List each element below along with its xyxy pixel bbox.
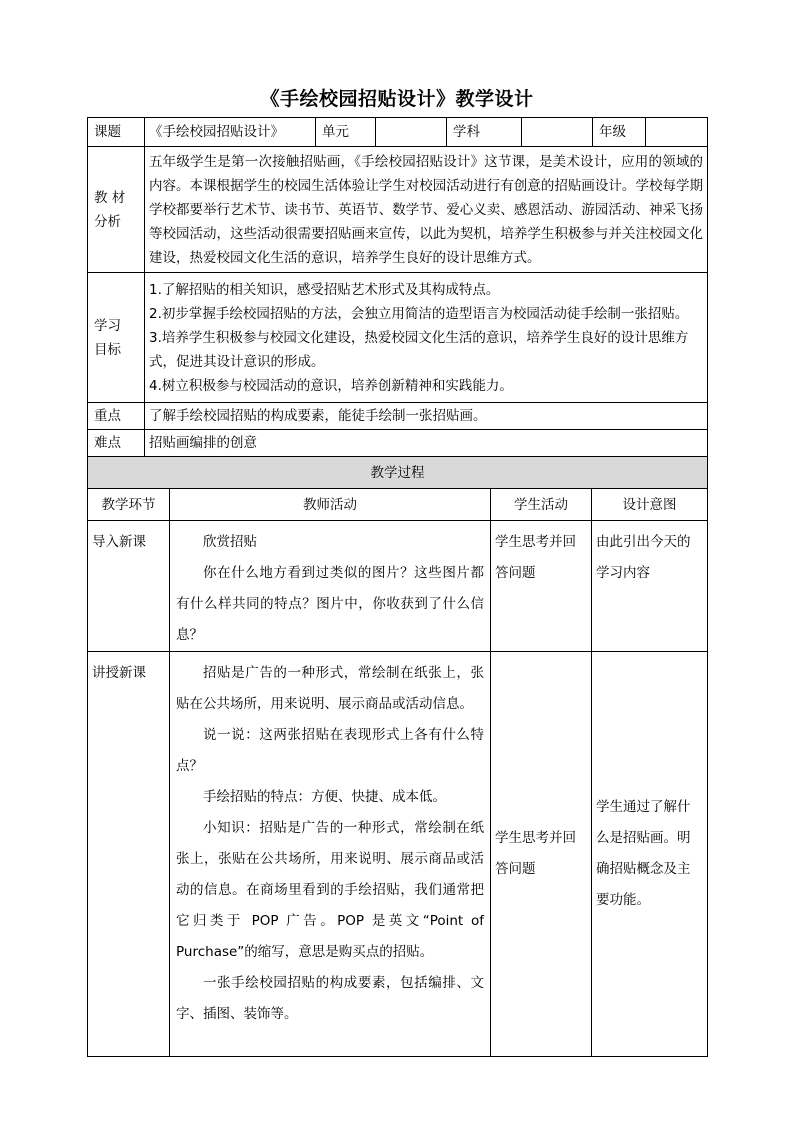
student-activity-cell: [491, 521, 592, 652]
goals-row: [88, 273, 708, 403]
student-activity-text: 学生思考并回答问题: [495, 534, 576, 581]
goals-label: [88, 273, 145, 403]
goals-label-line1: 学习: [94, 317, 121, 334]
design-intent-text: 由此引出今天的学习内容: [596, 534, 691, 581]
col-header-intent: 设计意图: [592, 489, 708, 521]
difficulty-label: 难点: [88, 430, 145, 457]
unit-label: 单元: [316, 118, 376, 147]
goal-item: 4.树立积极参与校园活动的意识，培养创新精神和实践能力。: [149, 377, 513, 394]
stage-text: 导入新课: [92, 534, 146, 550]
stage-cell: [88, 652, 170, 1057]
stage-cell: [88, 521, 170, 652]
process-row-intro: [88, 521, 708, 652]
teacher-activity-paragraph: 欣赏招贴: [203, 534, 257, 550]
unit-value: [376, 118, 447, 147]
goal-item: 1.了解招贴的相关知识，感受招贴艺术形式及其构成特点。: [149, 281, 500, 298]
difficulty-row: [88, 430, 708, 457]
design-intent-cell: [592, 521, 708, 652]
topic-label: 课题: [88, 118, 145, 147]
process-heading: 教学过程: [88, 457, 708, 489]
info-row: [88, 118, 708, 147]
student-activity-text: 学生思考并回答问题: [495, 830, 576, 877]
student-activity-cell: [491, 652, 592, 1057]
lesson-info-table: [87, 117, 708, 457]
goal-item: 3.培养学生积极参与校园文化建设，热爱校园文化生活的意识，培养学生良好的设计思维方式，促进其设计意识的形成。: [149, 329, 689, 370]
design-intent-text: 学生通过了解什么是招贴画。明确招贴概念及主要功能。: [596, 799, 691, 908]
goals-label-line2: 目标: [94, 341, 121, 358]
goals-list: [145, 273, 708, 403]
teacher-activity-paragraph: 小知识：招贴是广告的一种形式，常绘制在纸张上，张贴在公共场所，用来说明、展示商品或活动的信息。在商场里看到的手绘招贴，我们通常把它归类于 POP 广告。POP 是英文“Point of Purchase”的缩写，意思是购买点的招贴。: [176, 820, 484, 960]
analysis-label-line1: 教 材: [94, 189, 126, 206]
analysis-label: [88, 147, 145, 273]
grade-label: 年级: [593, 118, 646, 147]
key-point-row: [88, 403, 708, 430]
design-intent-cell: [592, 652, 708, 1057]
analysis-text: 五年级学生是第一次接触招贴画，《手绘校园招贴设计》这节课，是美术设计，应用的领域的内容。本课根据学生的校园生活体验让学生对校园活动进行有创意的招贴画设计。学校每学期学校都要举行艺术节、读书节、英语节、数学节、爱心义卖、感恩活动、游园活动、神采飞扬等校园活动，这些活动很需要招贴画来宣传，以此为契机，培养学生积极参与并关注校园文化建设，热爱校园文化生活的意识，培养学生良好的设计思维方式。: [145, 147, 708, 273]
teacher-activity-paragraph: 一张手绘校园招贴的构成要素，包括编排、文字、插图、装饰等。: [176, 975, 484, 1022]
teacher-activity-paragraph: 手绘招贴的特点：方便、快捷、成本低。: [203, 789, 446, 805]
process-row-new-lesson: [88, 652, 708, 1057]
document-title: 《手绘校园招贴设计》教学设计: [260, 88, 534, 110]
grade-value: [646, 118, 708, 147]
teacher-activity-paragraph: 你在什么地方看到过类似的图片？这些图片都有什么样共同的特点？图片中，你收获到了什么信息？: [176, 565, 484, 643]
teacher-activity-paragraph: 说一说：这两张招贴在表现形式上各有什么特点？: [176, 727, 484, 774]
process-heading-row: [88, 457, 708, 489]
goal-item: 2.初步掌握手绘校园招贴的方法，会独立用简洁的造型语言为校园活动徒手绘制一张招贴。: [149, 305, 689, 322]
subject-value: [522, 118, 593, 147]
col-header-stage: 教学环节: [88, 489, 170, 521]
col-header-teacher: 教师活动: [170, 489, 491, 521]
subject-label: 学科: [447, 118, 522, 147]
teacher-activity-paragraph: 招贴是广告的一种形式，常绘制在纸张上，张贴在公共场所，用来说明、展示商品或活动信息。: [176, 665, 484, 712]
teacher-activity-cell: [170, 521, 491, 652]
analysis-row: [88, 147, 708, 273]
key-point-label: 重点: [88, 403, 145, 430]
key-point-text: 了解手绘校园招贴的构成要素，能徒手绘制一张招贴画。: [145, 403, 708, 430]
stage-text: 讲授新课: [92, 665, 146, 681]
analysis-label-line2: 分析: [94, 213, 121, 230]
process-column-headers: [88, 489, 708, 521]
teacher-activity-cell: [170, 652, 491, 1057]
difficulty-text: 招贴画编排的创意: [145, 430, 708, 457]
col-header-student: 学生活动: [491, 489, 592, 521]
topic-value: 《手绘校园招贴设计》: [145, 118, 316, 147]
teaching-process-table: [87, 456, 708, 1057]
